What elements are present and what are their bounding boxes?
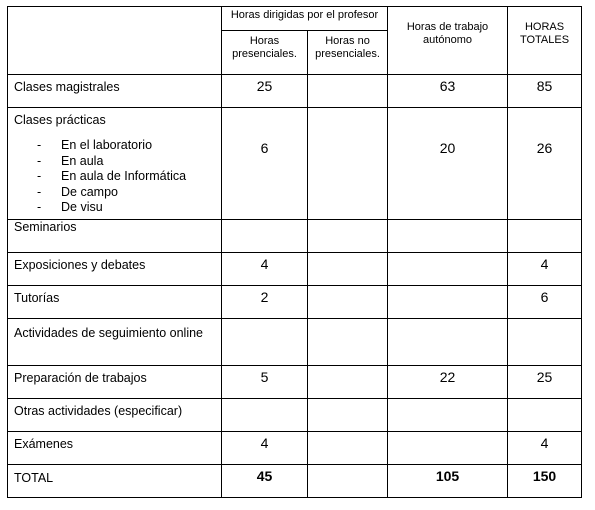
sub-item-label: De campo xyxy=(61,184,118,199)
cell-no-presenciales xyxy=(308,432,388,465)
cell-no-presenciales xyxy=(308,75,388,108)
list-item: - De visu xyxy=(37,200,103,214)
row-label: Otras actividades (especificar) xyxy=(8,399,222,432)
cell-no-presenciales xyxy=(308,286,388,319)
table-row xyxy=(8,399,582,432)
cell-presenciales xyxy=(222,399,308,432)
cell-totales: 85 xyxy=(508,75,582,108)
total-presenciales: 45 xyxy=(222,465,308,498)
table-row xyxy=(8,319,582,366)
row-label: Preparación de trabajos xyxy=(8,366,222,399)
cell-no-presenciales xyxy=(308,366,388,399)
hours-table xyxy=(7,6,582,498)
cell-no-presenciales xyxy=(308,220,388,253)
sub-item-label: En aula de Informática xyxy=(61,169,187,183)
table-row xyxy=(8,220,582,253)
sub-item-label: De visu xyxy=(61,200,103,214)
table-row xyxy=(8,108,582,220)
header-no-presenciales: Horas no presenciales. xyxy=(308,31,388,75)
cell-presenciales: 25 xyxy=(222,75,308,108)
list-item: - En aula de Informática xyxy=(37,169,187,183)
row-label-cell xyxy=(8,108,222,220)
cell-no-presenciales xyxy=(308,108,388,220)
cell-presenciales: 5 xyxy=(222,366,308,399)
cell-totales xyxy=(508,220,582,253)
table-row xyxy=(8,75,582,108)
cell-autonomo: 20 xyxy=(388,108,508,220)
list-item: - En el laboratorio xyxy=(37,138,153,152)
cell-autonomo: 63 xyxy=(388,75,508,108)
sub-item-list xyxy=(14,138,221,216)
list-item: - En aula xyxy=(37,153,104,168)
cell-no-presenciales xyxy=(308,253,388,286)
cell-autonomo xyxy=(388,286,508,319)
cell-totales: 26 xyxy=(508,108,582,220)
sub-item-label: En aula xyxy=(61,153,104,168)
cell-autonomo xyxy=(388,432,508,465)
row-label: Actividades de seguimiento online xyxy=(8,319,222,366)
row-label: Tutorías xyxy=(8,286,222,319)
cell-presenciales: 6 xyxy=(222,108,308,220)
total-no-presenciales xyxy=(308,465,388,498)
header-presenciales: Horas presenciales. xyxy=(222,31,308,75)
cell-autonomo xyxy=(388,253,508,286)
cell-presenciales xyxy=(222,319,308,366)
cell-autonomo xyxy=(388,399,508,432)
total-label: TOTAL xyxy=(8,465,222,498)
header-autonomo: Horas de trabajo autónomo xyxy=(388,7,508,75)
header-group-title: Horas dirigidas por el profesor xyxy=(222,7,388,31)
row-label: Seminarios xyxy=(8,220,222,253)
total-row xyxy=(8,465,582,498)
header-row-1 xyxy=(8,7,582,31)
list-item: - De campo xyxy=(37,184,118,199)
cell-no-presenciales xyxy=(308,319,388,366)
cell-autonomo xyxy=(388,220,508,253)
cell-totales: 4 xyxy=(508,253,582,286)
cell-totales xyxy=(508,319,582,366)
cell-totales: 25 xyxy=(508,366,582,399)
table-row xyxy=(8,366,582,399)
sub-item-label: En el laboratorio xyxy=(61,138,153,152)
total-autonomo: 105 xyxy=(388,465,508,498)
table-row xyxy=(8,432,582,465)
cell-totales: 6 xyxy=(508,286,582,319)
cell-autonomo: 22 xyxy=(388,366,508,399)
table-row xyxy=(8,253,582,286)
header-blank-cell xyxy=(8,7,222,75)
total-totales: 150 xyxy=(508,465,582,498)
cell-autonomo xyxy=(388,319,508,366)
row-label: Clases magistrales xyxy=(8,75,222,108)
header-totales: HORAS TOTALES xyxy=(508,7,582,75)
cell-presenciales: 4 xyxy=(222,253,308,286)
cell-presenciales: 2 xyxy=(222,286,308,319)
cell-totales: 4 xyxy=(508,432,582,465)
row-label: Clases prácticas xyxy=(14,113,106,127)
cell-presenciales xyxy=(222,220,308,253)
row-label: Exámenes xyxy=(8,432,222,465)
cell-presenciales: 4 xyxy=(222,432,308,465)
cell-no-presenciales xyxy=(308,399,388,432)
table-row xyxy=(8,286,582,319)
cell-totales xyxy=(508,399,582,432)
row-label: Exposiciones y debates xyxy=(8,253,222,286)
